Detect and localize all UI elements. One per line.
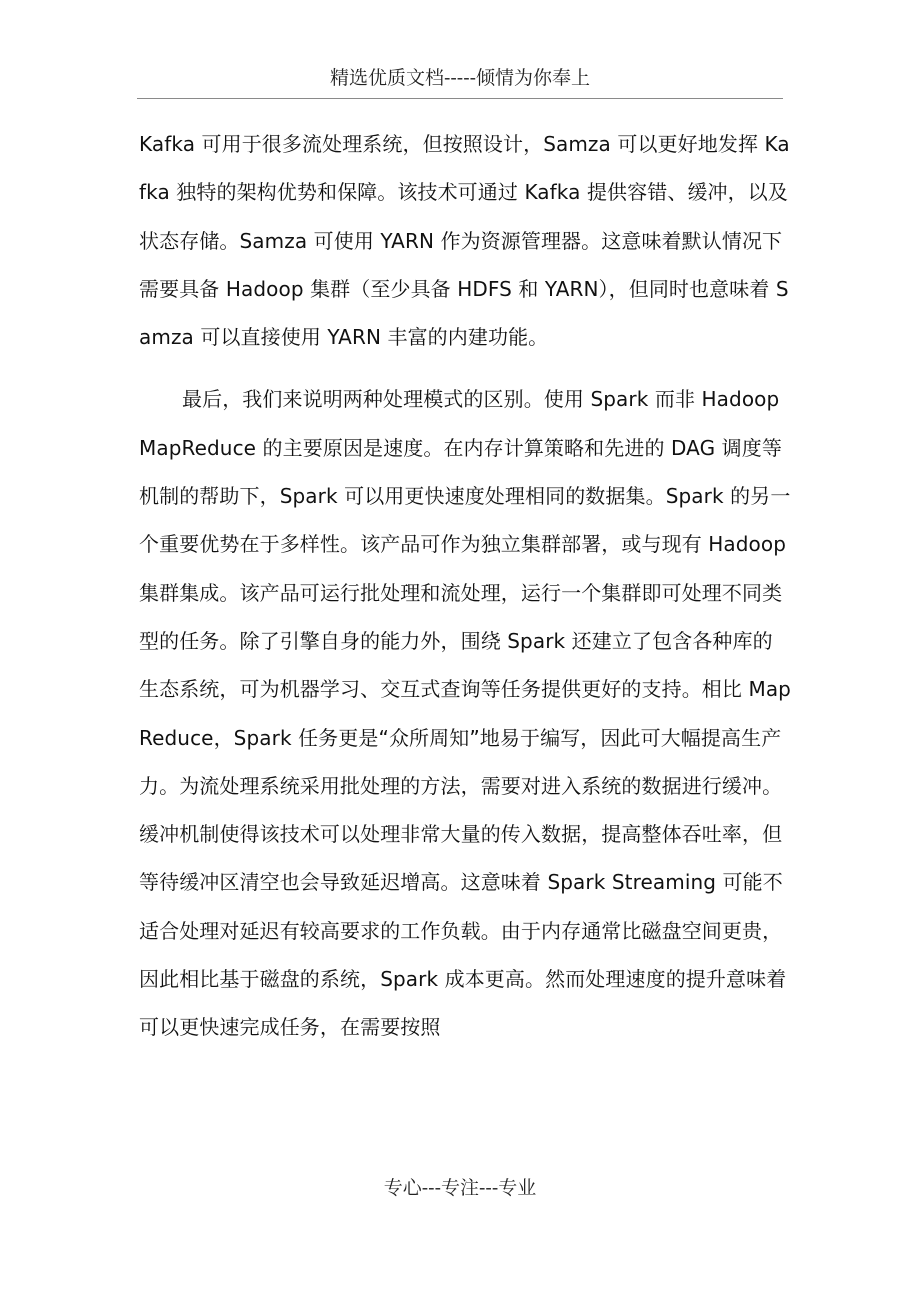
paragraph-samza: Kafka 可用于很多流处理系统，但按照设计，Samza 可以更好地发挥 Kafka 独特的架构优势和保障。该技术可通过 Kafka 提供容错、缓冲，以及状态存储。Samza 可使用 YARN 作为资源管理器。这意味着默认情况下需要具备 Hadoop 集群（至少具备 HDFS 和 YARN），但同时也意味着 Samza 可以直接使用 YARN 丰富的内建功能。 [139, 132, 790, 350]
page-footer: 专心---专注---专业 [383, 1177, 537, 1199]
page-header: 精选优质文档-----倾情为你奉上 [329, 67, 591, 89]
header-divider [137, 98, 783, 99]
paragraph-spark-comparison: 最后，我们来说明两种处理模式的区别。使用 Spark 而非 Hadoop MapReduce 的主要原因是速度。在内存计算策略和先进的 DAG 调度等机制的帮助下，Spark 可以用更快速度处理相同的数据集。Spark 的另一个重要优势在于多样性。该产品可作为独立集群部署，或与现有 Hadoop 集群集成。该产品可运行批处理和流处理，运行一个集群即可处理不同类型的任务。除了引擎自身的能力外，围绕 Spark 还建立了包含各种库的生态系统，可为机器学习、交互式查询等任务提供更好的支持。相比 MapReduce，Spark 任务更是“众所周知”地易于编写，因此可大幅提高生产力。为流处理系统采用批处理的方法，需要对进入系统的数据进行缓冲。缓冲机制使得该技术可以处理非常大量的传入数据，提高整体吞吐率，但等待缓冲区清空也会导致延迟增高。这意味着 Spark Streaming 可能不适合处理对延迟有较高要求的工作负载。由于内存通常比磁盘空间更贵，因此相比基于磁盘的系统，Spark 成本更高。然而处理速度的提升意味着可以更快速完成任务，在需要按照 [139, 387, 791, 1040]
document-body [139, 120, 791, 1052]
